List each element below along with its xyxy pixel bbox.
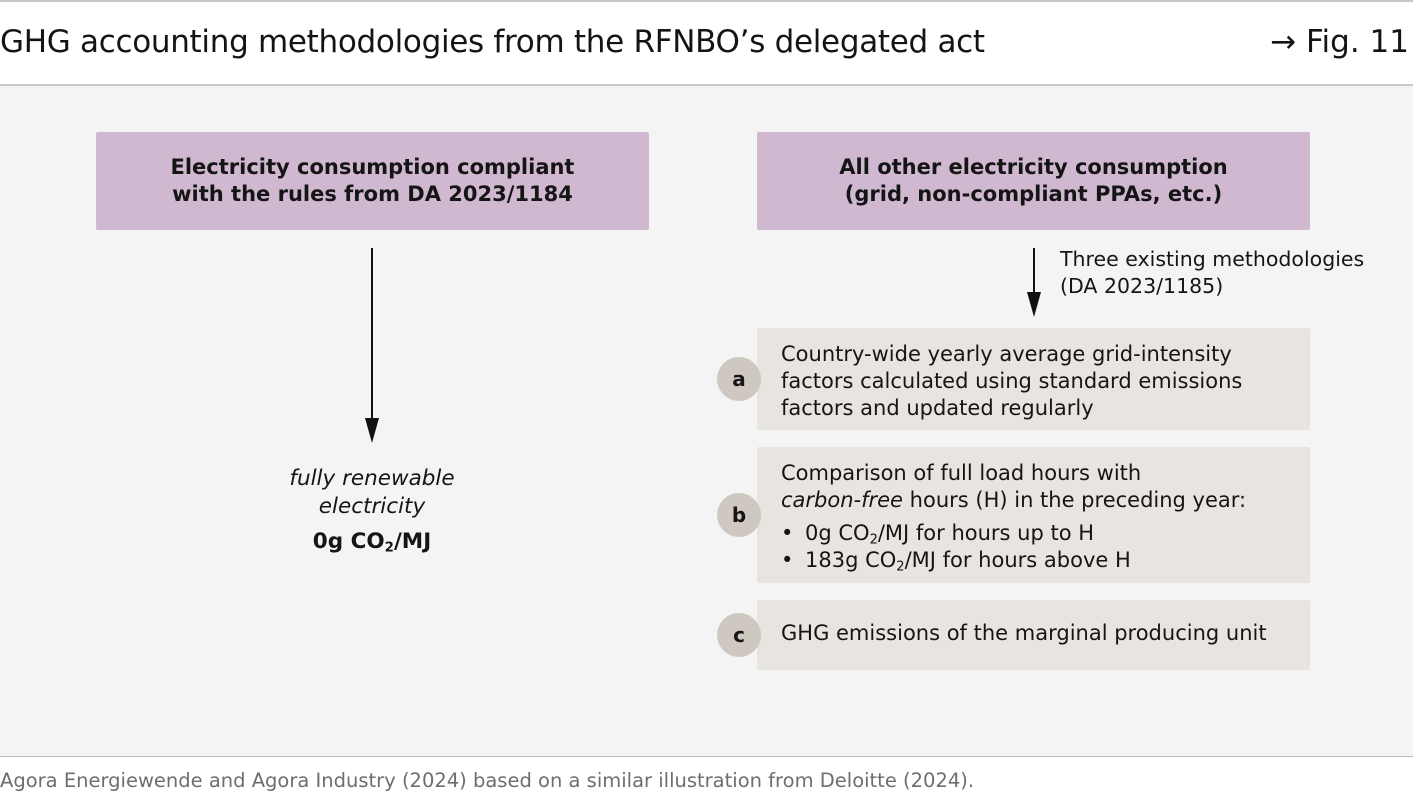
bullet2-prefix: 183g CO bbox=[805, 548, 897, 572]
bullet-dot: • bbox=[781, 548, 794, 572]
method-b-line2 bbox=[781, 487, 1310, 514]
source-note: Agora Energiewende and Agora Industry (2024) based on a similar illustration from Deloitte (2024). bbox=[0, 769, 975, 792]
footer-divider bbox=[0, 756, 1413, 757]
figure-reference: → Fig. 11 bbox=[1270, 24, 1409, 60]
left-arrow-shaft bbox=[371, 248, 373, 420]
bullet1-suffix: /MJ for hours up to H bbox=[877, 521, 1095, 545]
method-b-box bbox=[757, 447, 1310, 583]
method-b-bullet1 bbox=[781, 520, 1310, 547]
compliant-box-line1: Electricity consumption compliant bbox=[170, 155, 575, 179]
bullet1-prefix: 0g CO bbox=[805, 521, 870, 545]
method-b-line1: Comparison of full load hours with bbox=[781, 461, 1142, 485]
method-a-line2: factors calculated using standard emissions bbox=[781, 369, 1243, 393]
methodologies-label-line2: (DA 2023/1185) bbox=[1060, 274, 1224, 298]
left-arrow-head bbox=[365, 418, 379, 443]
bullet2-suffix: /MJ for hours above H bbox=[904, 548, 1131, 572]
other-consumption-box bbox=[757, 132, 1310, 230]
compliant-consumption-box bbox=[96, 132, 649, 230]
right-arrow-head bbox=[1027, 292, 1041, 317]
figure-header bbox=[0, 2, 1413, 84]
method-a-line3: factors and updated regularly bbox=[781, 396, 1094, 420]
method-a-line1: Country-wide yearly average grid-intensity bbox=[781, 342, 1232, 366]
method-a-badge: a bbox=[717, 357, 761, 401]
method-b-bullet2 bbox=[781, 547, 1310, 574]
bullet2-subscript: 2 bbox=[896, 559, 905, 575]
other-box-line1: All other electricity consumption bbox=[839, 155, 1228, 179]
method-c-badge: c bbox=[717, 613, 761, 657]
figure-title: GHG accounting methodologies from the RFNBO’s delegated act bbox=[0, 24, 985, 60]
outcome-value-subscript: 2 bbox=[384, 540, 394, 556]
other-box-line2: (grid, non-compliant PPAs, etc.) bbox=[844, 182, 1223, 206]
outcome-value-prefix: 0g CO bbox=[312, 529, 385, 554]
bullet1-subscript: 2 bbox=[869, 532, 878, 548]
method-a-box bbox=[757, 328, 1310, 430]
methodologies-label bbox=[1060, 246, 1364, 300]
outcome-value-suffix: /MJ bbox=[393, 529, 432, 554]
compliant-box-line2: with the rules from DA 2023/1184 bbox=[172, 182, 573, 206]
bullet-dot: • bbox=[781, 521, 794, 545]
methodologies-label-line1: Three existing methodologies bbox=[1060, 247, 1365, 271]
method-c-line1: GHG emissions of the marginal producing unit bbox=[781, 621, 1267, 645]
renewable-outcome bbox=[222, 465, 522, 556]
outcome-line2: electricity bbox=[318, 494, 426, 519]
method-b-badge: b bbox=[717, 493, 761, 537]
right-arrow-shaft bbox=[1033, 248, 1035, 294]
carbon-free-term: carbon-free bbox=[781, 488, 903, 512]
method-b-line2-rest: hours (H) in the preceding year: bbox=[902, 488, 1247, 512]
method-c-box bbox=[757, 600, 1310, 670]
outcome-emission-value bbox=[222, 528, 522, 556]
outcome-line1: fully renewable bbox=[289, 466, 455, 491]
